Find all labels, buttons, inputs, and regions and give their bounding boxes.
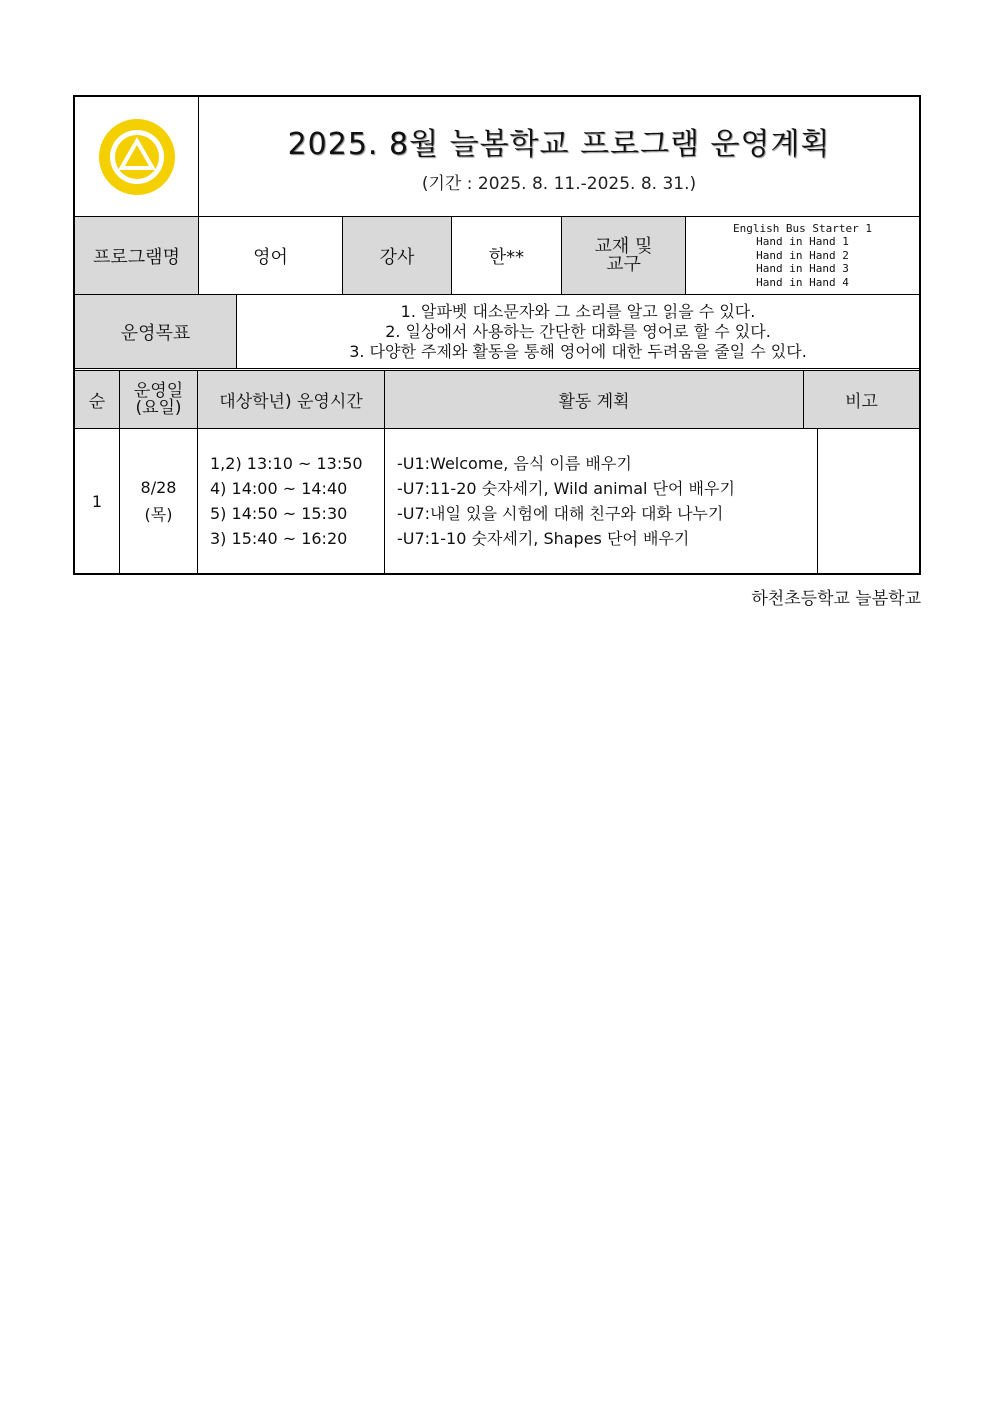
- row-plans: [385, 429, 818, 573]
- plan-item: -U7:내일 있을 시험에 대해 친구와 대화 나누기: [397, 504, 724, 523]
- row-note: [818, 429, 919, 573]
- material-item: Hand in Hand 2: [756, 248, 849, 262]
- time-slot: 4) 14:00 ~ 14:40: [210, 479, 348, 498]
- row-times: [198, 429, 385, 573]
- teacher-value: 한**: [452, 217, 562, 294]
- page-title: 2025. 8월 늘봄학교 프로그램 운영계획: [287, 127, 831, 162]
- time-slot: 3) 15:40 ~ 16:20: [210, 529, 348, 548]
- goal-item: 2. 일상에서 사용하는 간단한 대화를 영어로 할 수 있다.: [385, 321, 771, 341]
- header-row: [75, 97, 919, 217]
- row-date-value: 8/28: [140, 478, 177, 497]
- plan-table: [73, 95, 921, 575]
- materials-label-line1: 교재 및: [594, 235, 653, 257]
- time-slot: 1,2) 13:10 ~ 13:50: [210, 454, 363, 473]
- plan-item: -U7:1-10 숫자세기, Shapes 단어 배우기: [397, 529, 690, 548]
- col-plan-header: 활동 계획: [385, 371, 804, 428]
- col-date-header-line2: (요일): [135, 397, 182, 418]
- program-row: [75, 217, 919, 295]
- materials-label-line2: 교구: [606, 253, 641, 275]
- goals-list: [237, 295, 919, 368]
- goals-label: 운영목표: [75, 295, 237, 368]
- col-note-header: 비고: [804, 371, 919, 428]
- material-item: Hand in Hand 3: [756, 262, 849, 276]
- school-logo-cell: [75, 97, 199, 216]
- row-day-value: (목): [144, 505, 173, 524]
- schedule-header-row: [75, 371, 919, 429]
- goal-item: 1. 알파벳 대소문자와 그 소리를 알고 읽을 수 있다.: [400, 301, 756, 321]
- col-time-header: 대상학년) 운영시간: [198, 371, 385, 428]
- table-row: [75, 429, 919, 573]
- materials-label: [562, 217, 686, 294]
- teacher-label: 강사: [343, 217, 452, 294]
- program-name-value: 영어: [199, 217, 343, 294]
- time-slot: 5) 14:50 ~ 15:30: [210, 504, 348, 523]
- period-text: (기간 : 2025. 8. 11.-2025. 8. 31.): [421, 174, 697, 194]
- row-date: [120, 429, 198, 573]
- program-name-label: 프로그램명: [75, 217, 199, 294]
- plan-item: -U1:Welcome, 음식 이름 배우기: [397, 454, 632, 473]
- row-no: 1: [75, 429, 120, 573]
- col-date-header: [120, 371, 198, 428]
- materials-list: [686, 217, 919, 294]
- goals-row: [75, 295, 919, 371]
- school-footer: 하천초등학교 늘봄학교: [751, 589, 921, 609]
- col-date-header-line1: 운영일: [133, 380, 184, 401]
- school-logo-icon: [95, 115, 179, 199]
- col-no-header: 순: [75, 371, 120, 428]
- material-item: Hand in Hand 4: [756, 275, 849, 289]
- goal-item: 3. 다양한 주제와 활동을 통해 영어에 대한 두려움을 줄일 수 있다.: [349, 341, 807, 361]
- title-cell: [199, 97, 919, 216]
- material-item: English Bus Starter 1: [732, 221, 873, 235]
- plan-item: -U7:11-20 숫자세기, Wild animal 단어 배우기: [397, 479, 735, 498]
- material-item: Hand in Hand 1: [756, 235, 849, 249]
